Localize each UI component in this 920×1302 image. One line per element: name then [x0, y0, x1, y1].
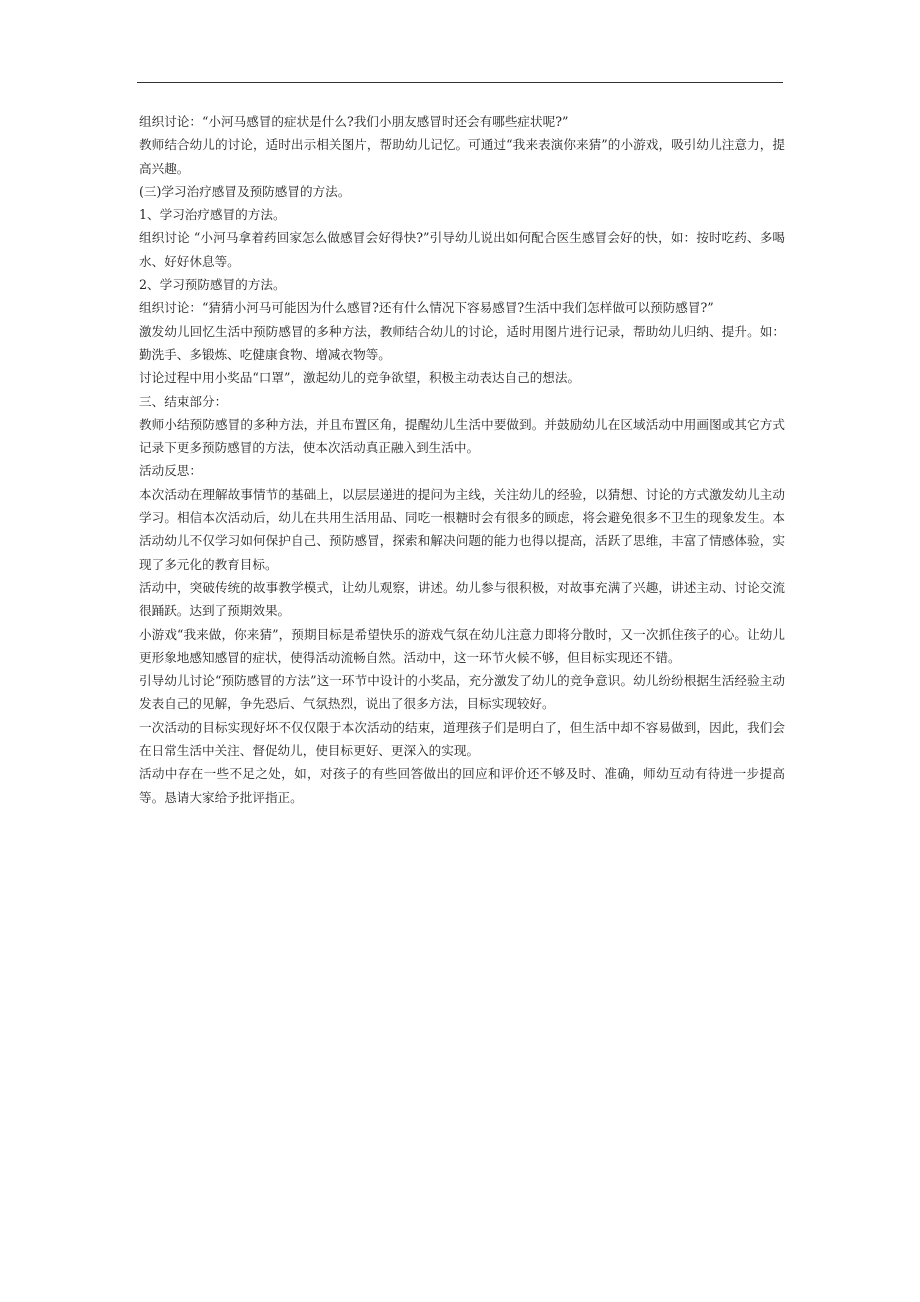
- section-heading: (三)学习治疗感冒及预防感冒的方法。: [139, 183, 351, 199]
- subsection-heading: 2、学习预防感冒的方法。: [139, 277, 286, 293]
- section-heading: 三、结束部分：: [139, 393, 228, 409]
- paragraph: 活动中存在一些不足之处，如，对孩子的有些回答做出的回应和评价还不够及时、准确，师幼互动有待进一步提高等。恳请大家给予批评指正。: [139, 766, 785, 805]
- paragraph: 组织讨论：“猜猜小河马可能因为什么感冒?还有什么情况下容易感冒?生活中我们怎样做可以预防感冒?”: [139, 300, 714, 316]
- paragraph: 本次活动在理解故事情节的基础上，以层层递进的提问为主线，关注幼儿的经验，以猜想、讨论的方式激发幼儿主动学习。相信本次活动后，幼儿在共用生活用品、同吃一根糖时会有很多的顾虑，将会避免很多不卫生的现象发生。本活动幼儿不仅学习如何保护自己、预防感冒，探索和解决问题的能力也得以提高，活跃了思维，丰富了情感体验，实现了多元化的教育目标。: [139, 486, 785, 572]
- paragraph: 引导幼儿讨论“预防感冒的方法”这一环节中设计的小奖品，充分激发了幼儿的竞争意识。幼儿纷纷根据生活经验主动发表自己的见解，争先恐后、气氛热烈，说出了很多方法，目标实现较好。: [139, 673, 785, 712]
- paragraph: 组织讨论 “小河马拿着药回家怎么做感冒会好得快?”引导幼儿说出如何配合医生感冒会好的快，如：按时吃药、多喝水、好好休息等。: [139, 230, 785, 269]
- paragraph: 组织讨论：“小河马感冒的症状是什么?我们小朋友感冒时还会有哪些症状呢?”: [139, 114, 569, 129]
- header-rule: [137, 82, 783, 83]
- paragraph: 小游戏“我来做，你来猜”，预期目标是希望快乐的游戏气氛在幼儿注意力即将分散时，又一次抓住孩子的心。让幼儿更形象地感知感冒的症状，使得活动流畅自然。活动中，这一环节火候不够，但目标实现还不错。: [139, 626, 785, 665]
- section-heading: 活动反思：: [139, 463, 202, 479]
- paragraph: 一次活动的目标实现好坏不仅仅限于本次活动的结束，道理孩子们是明白了，但生活中却不容易做到，因此，我们会在日常生活中关注、督促幼儿，使目标更好、更深入的实现。: [139, 719, 785, 759]
- paragraph: 激发幼儿回忆生活中预防感冒的多种方法，教师结合幼儿的讨论，适时用图片进行记录，帮助幼儿归纳、提升。如：勤洗手、多锻炼、吃健康食物、增减衣物等。: [139, 323, 785, 362]
- paragraph: 讨论过程中用小奖品“口罩”，激起幼儿的竞争欲望，积极主动表达自己的想法。: [139, 370, 581, 386]
- subsection-heading: 1、学习治疗感冒的方法。: [139, 207, 286, 223]
- paragraph: 教师小结预防感冒的多种方法，并且布置区角，提醒幼儿生活中要做到。并鼓励幼儿在区域活动中用画图或其它方式记录下更多预防感冒的方法，使本次活动真正融入到生活中。: [139, 416, 785, 456]
- document-body: [139, 110, 785, 809]
- paragraph: 教师结合幼儿的讨论，适时出示相关图片，帮助幼儿记忆。可通过“我来表演你来猜”的小游戏，吸引幼儿注意力，提高兴趣。: [139, 137, 785, 176]
- paragraph: 活动中，突破传统的故事教学模式，让幼儿观察，讲述。幼儿参与很积极，对故事充满了兴趣，讲述主动、讨论交流很踊跃。达到了预期效果。: [139, 579, 785, 619]
